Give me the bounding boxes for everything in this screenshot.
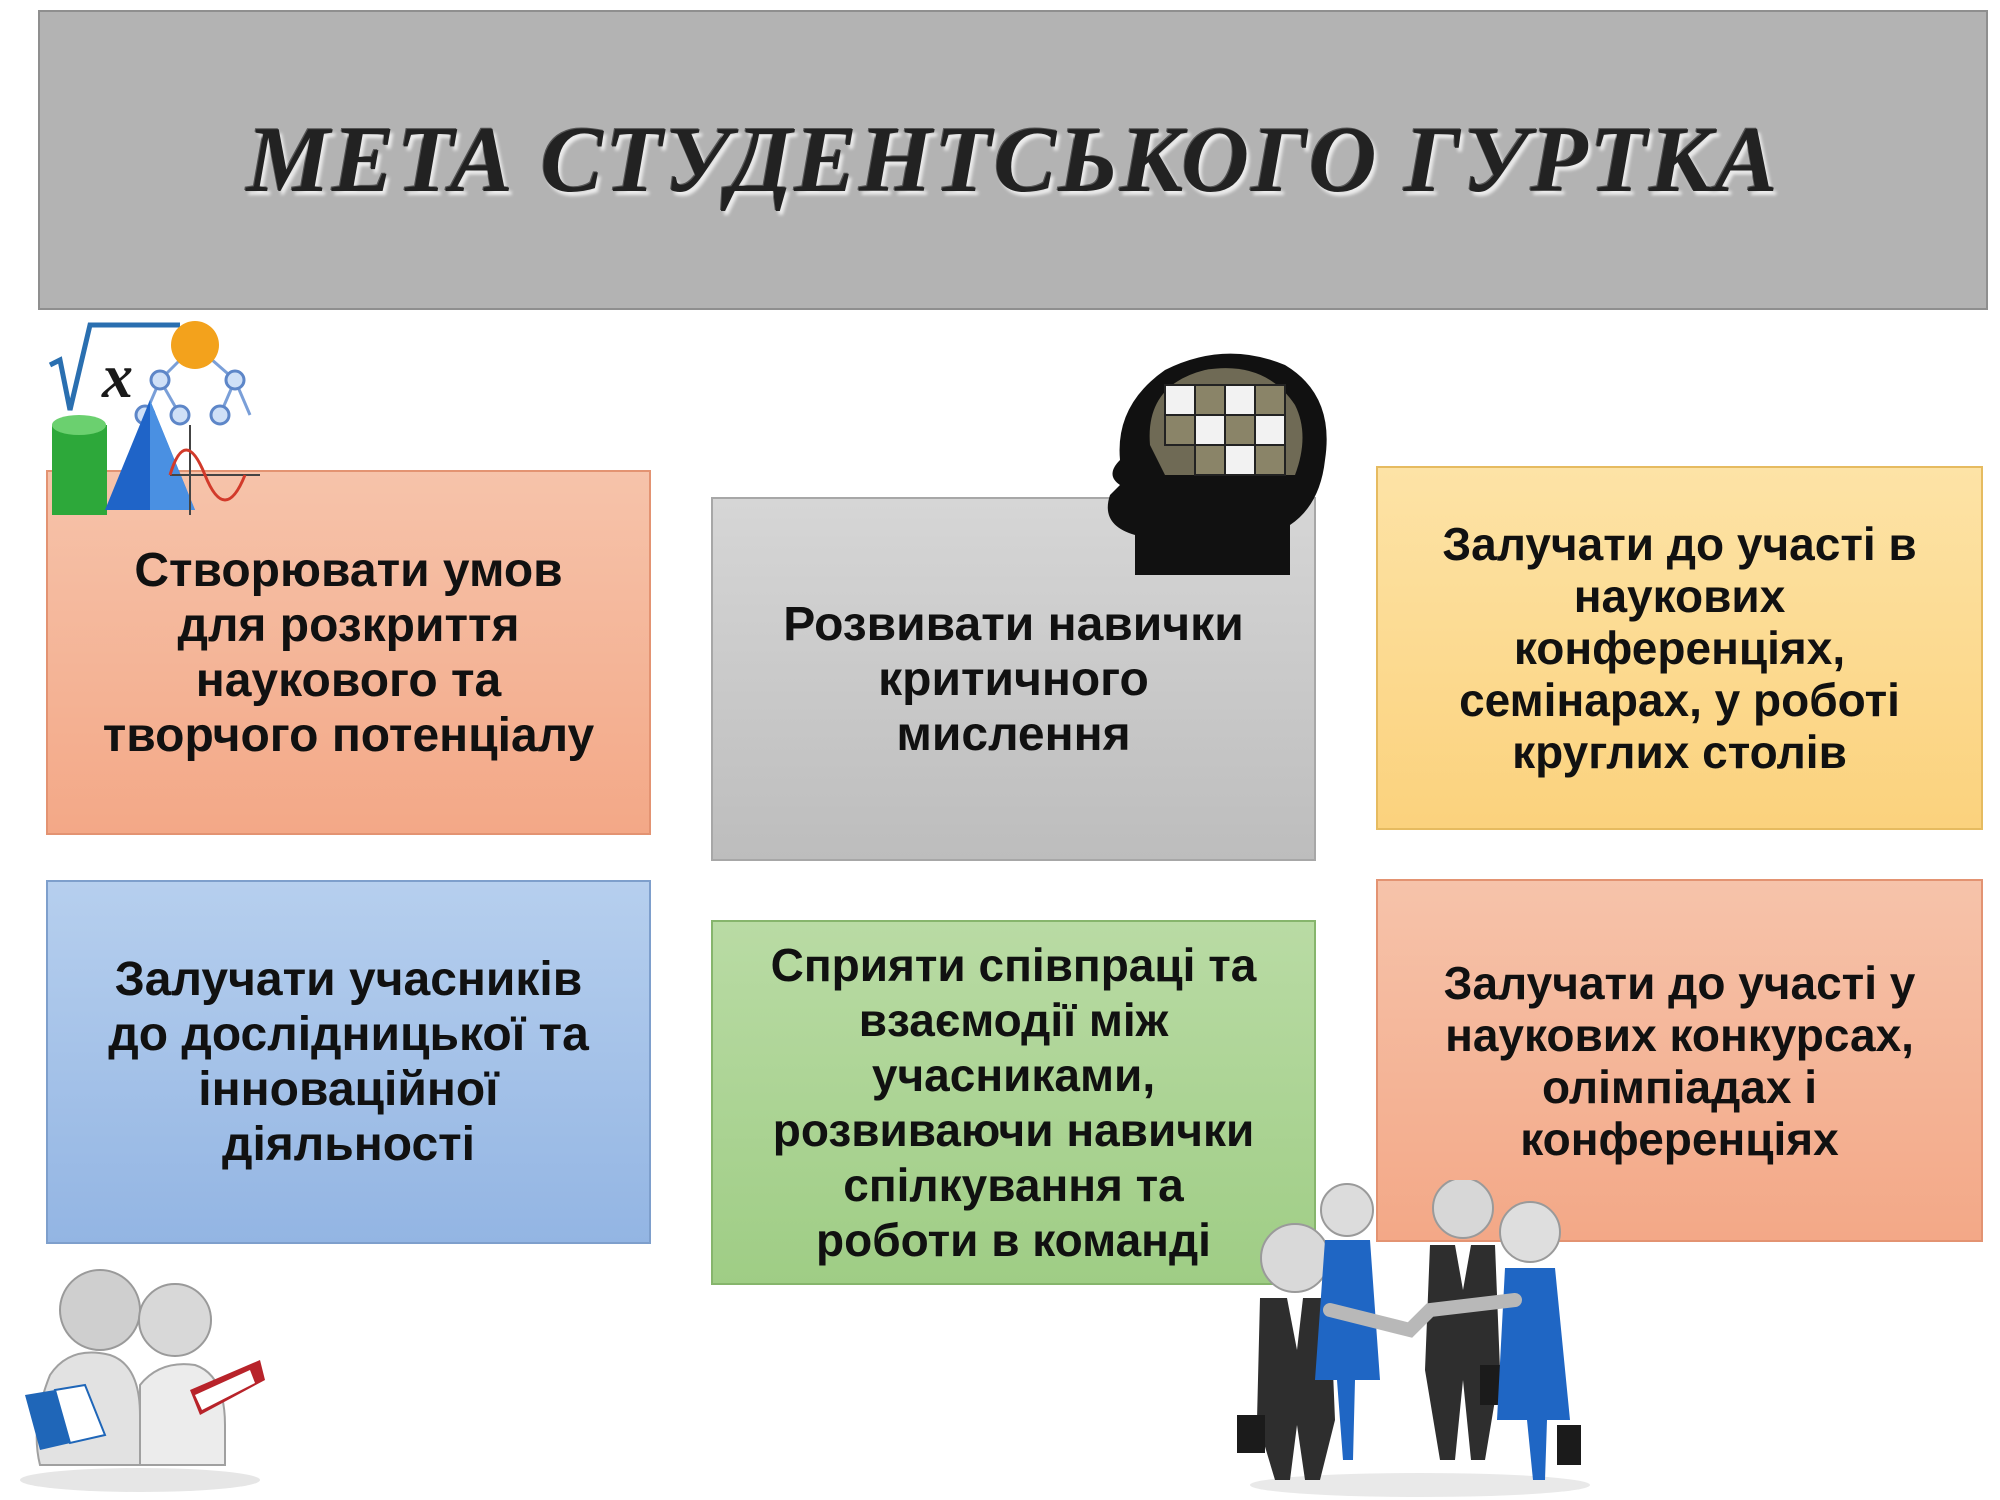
goal-box-conferences	[1376, 466, 1983, 830]
svg-text:x: x	[102, 343, 133, 411]
goal-box-research	[46, 880, 651, 1244]
title-banner	[38, 10, 1988, 310]
goal-text: Сприяти співпраці та взаємодії між учасниками, розвиваючи навички спілкування та роботи в команді	[770, 938, 1257, 1266]
reading-people-icon	[10, 1265, 270, 1495]
goal-text: Залучати до участі у наукових конкурсах, олімпіадах і конференціях	[1443, 956, 1916, 1165]
goal-text: Створювати умов для розкриття наукового та творчого потенціалу	[102, 543, 595, 762]
slide-title: МЕТА СТУДЕНТСЬКОГО ГУРТКА	[246, 108, 1780, 212]
brain-puzzle-head-icon	[1095, 345, 1335, 580]
business-team-icon	[1235, 1180, 1605, 1498]
math-science-icon	[40, 315, 260, 525]
goal-text: Залучати до участі в наукових конференціях, семінарах, у роботі круглих столів	[1442, 518, 1917, 778]
goal-text: Залучати учасників до дослідницької та інноваційної діяльності	[108, 953, 589, 1171]
goal-text: Розвивати навички критичного мислення	[783, 597, 1244, 761]
goal-box-teamwork	[711, 920, 1316, 1285]
